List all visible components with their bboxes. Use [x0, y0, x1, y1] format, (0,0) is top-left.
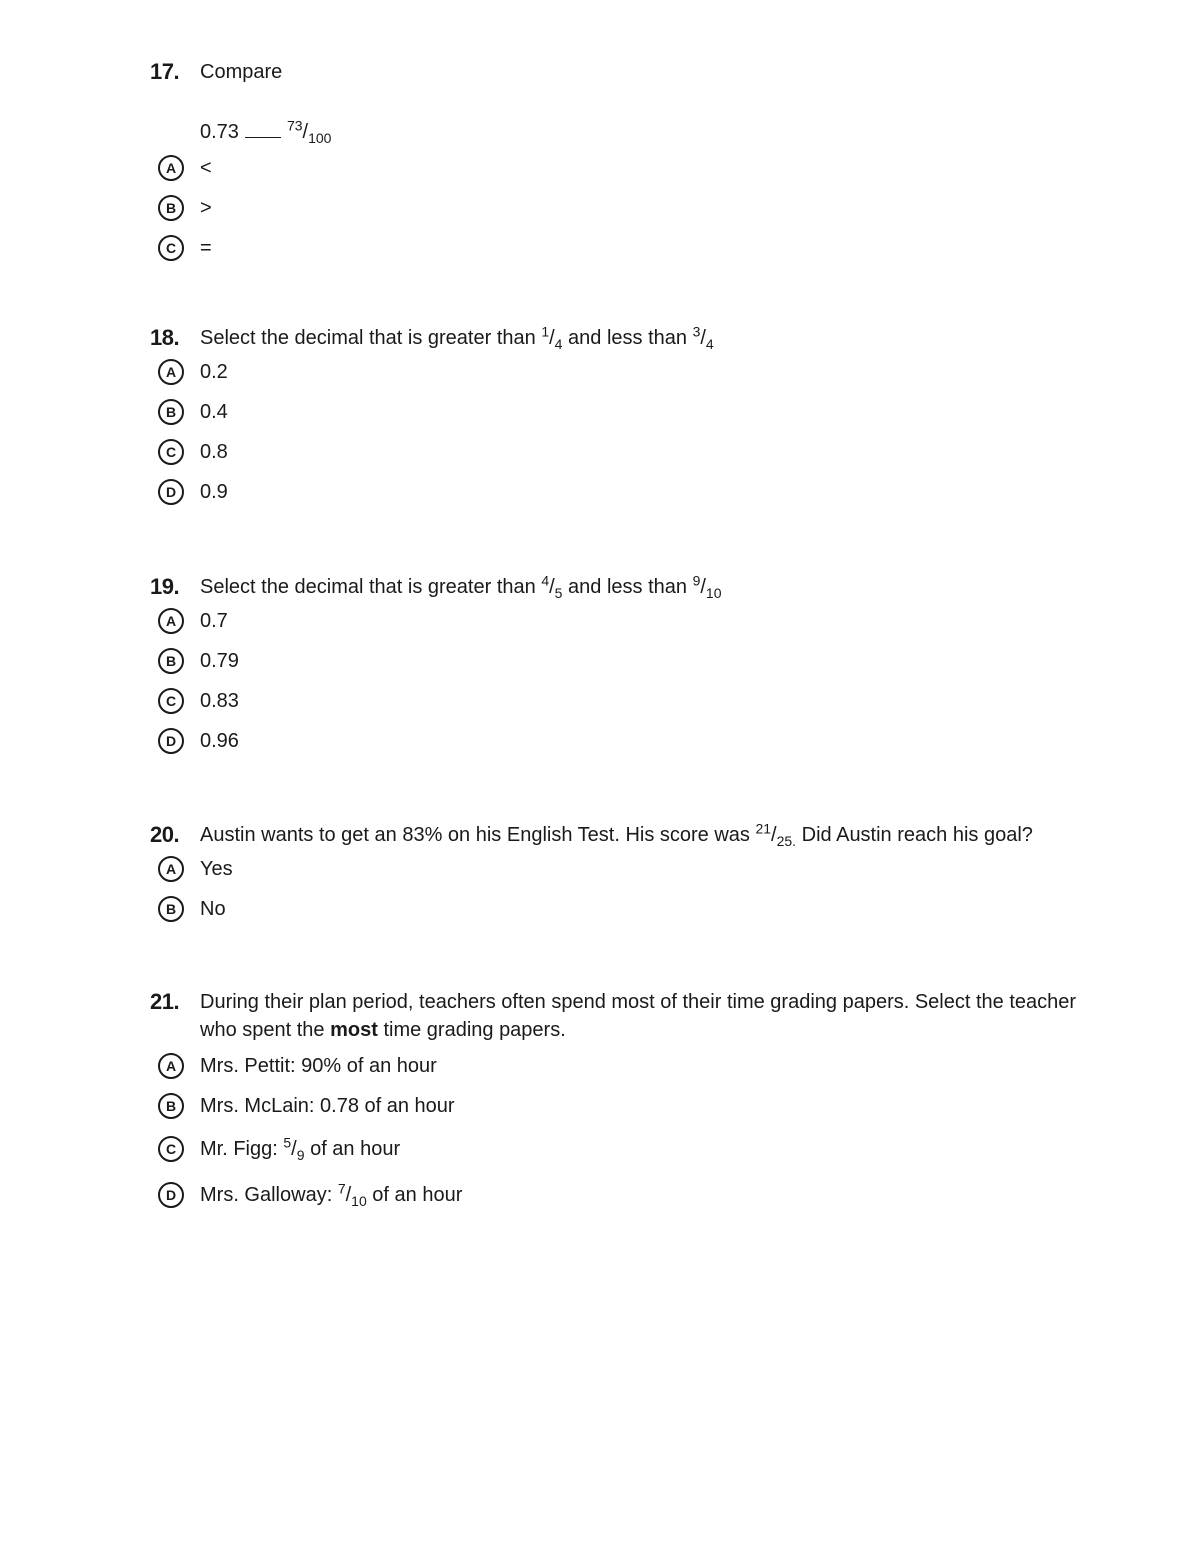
option-d[interactable] — [150, 721, 1110, 761]
fraction-denominator: 100 — [308, 130, 332, 146]
question-20 — [150, 821, 1110, 929]
answer-options — [150, 849, 1110, 929]
answer-bubble[interactable]: C — [158, 439, 184, 465]
option-text: 0.79 — [200, 650, 239, 672]
answer-bubble[interactable]: A — [158, 155, 184, 181]
option-a[interactable] — [150, 148, 1110, 188]
answer-bubble[interactable]: C — [158, 235, 184, 261]
option-text: Mrs. McLain: 0.78 of an hour — [200, 1095, 455, 1117]
question-header — [150, 988, 1110, 1044]
answer-bubble[interactable]: D — [158, 1182, 184, 1208]
fraction-denominator: 25. — [776, 833, 797, 849]
answer-bubble[interactable]: A — [158, 856, 184, 882]
fraction-numerator: 73 — [286, 117, 303, 134]
question-header — [150, 324, 1110, 352]
option-text: 0.83 — [200, 690, 239, 712]
option-text: Yes — [200, 858, 233, 880]
answer-options — [150, 352, 1110, 512]
option-text: Mr. Figg: $^5/_9$ of an hour — [200, 1134, 401, 1163]
fraction-denominator: 5 — [554, 585, 563, 601]
question-number: 20. — [150, 822, 180, 847]
fraction-denominator: 4 — [554, 336, 563, 352]
answer-bubble[interactable]: B — [158, 1093, 184, 1119]
question-number: 21. — [150, 989, 180, 1014]
fraction-denominator: 9 — [296, 1147, 305, 1163]
option-c[interactable] — [150, 228, 1110, 268]
fraction-denominator: 10 — [705, 585, 722, 601]
answer-bubble[interactable]: B — [158, 195, 184, 221]
answer-bubble[interactable]: A — [158, 1053, 184, 1079]
question-header — [150, 58, 1110, 86]
question-19 — [150, 573, 1110, 761]
question-number: 19. — [150, 574, 180, 599]
answer-options — [150, 601, 1110, 761]
question-17 — [150, 58, 1110, 268]
option-d[interactable] — [150, 472, 1110, 512]
option-b[interactable] — [150, 641, 1110, 681]
option-c[interactable] — [150, 432, 1110, 472]
answer-blank — [245, 137, 281, 138]
fraction-numerator: 1 — [541, 323, 550, 340]
option-text: 0.2 — [200, 361, 228, 383]
fraction-numerator: 9 — [692, 572, 701, 589]
option-text: 0.4 — [200, 401, 228, 423]
fraction-numerator: 21 — [755, 820, 772, 837]
comparison-expression: 0.73 $^{73}/_{100}$ — [200, 117, 332, 146]
question-header — [150, 573, 1110, 601]
option-b[interactable] — [150, 392, 1110, 432]
answer-bubble[interactable]: B — [158, 399, 184, 425]
option-text: 0.7 — [200, 610, 228, 632]
emphasis-word: most — [330, 1019, 378, 1041]
option-b[interactable] — [150, 188, 1110, 228]
option-text: 0.96 — [200, 730, 239, 752]
option-b[interactable] — [150, 889, 1110, 929]
fraction-numerator: 4 — [541, 572, 550, 589]
answer-bubble[interactable]: B — [158, 896, 184, 922]
option-text: 0.9 — [200, 481, 228, 503]
answer-bubble[interactable]: B — [158, 648, 184, 674]
option-text: Mrs. Pettit: 90% of an hour — [200, 1055, 437, 1077]
option-a[interactable] — [150, 352, 1110, 392]
fraction-numerator: 3 — [692, 323, 701, 340]
option-text: No — [200, 898, 226, 920]
option-text: 0.8 — [200, 441, 228, 463]
question-header — [150, 821, 1110, 849]
fraction-denominator: 4 — [705, 336, 714, 352]
question-text: During their plan period, teachers often spend most of their time grading papers. Select the teacher who spent the most time grading papers. — [200, 991, 1077, 1041]
answer-bubble[interactable]: C — [158, 688, 184, 714]
fraction-numerator: 7 — [337, 1180, 346, 1197]
answer-bubble[interactable]: A — [158, 608, 184, 634]
option-text: < — [200, 157, 212, 179]
question-number: 18. — [150, 325, 180, 350]
answer-bubble[interactable]: A — [158, 359, 184, 385]
option-a[interactable] — [150, 849, 1110, 889]
option-a[interactable] — [150, 601, 1110, 641]
question-text: Select the decimal that is greater than $^4/_5$ and less than $^9/_{10}$ — [200, 572, 722, 601]
option-c[interactable] — [150, 681, 1110, 721]
question-text: Compare — [200, 61, 283, 83]
question-21 — [150, 988, 1110, 1218]
option-text: Mrs. Galloway: $^7/_{10}$ of an hour — [200, 1180, 463, 1209]
answer-options — [150, 148, 1110, 268]
option-b[interactable] — [150, 1086, 1110, 1126]
option-text: > — [200, 197, 212, 219]
answer-bubble[interactable]: C — [158, 1136, 184, 1162]
answer-bubble[interactable]: D — [158, 728, 184, 754]
question-18 — [150, 324, 1110, 512]
option-a[interactable] — [150, 1046, 1110, 1086]
option-text: = — [200, 237, 212, 259]
fraction-numerator: 5 — [283, 1134, 292, 1151]
question-text: Austin wants to get an 83% on his English Test. His score was $^{21}/_{25.}$ Did Austin reach his goal? — [200, 820, 1033, 849]
option-c[interactable] — [150, 1126, 1110, 1172]
answer-options — [150, 1046, 1110, 1218]
expression-left: 0.73 — [200, 121, 239, 143]
question-number: 17. — [150, 59, 180, 84]
answer-bubble[interactable]: D — [158, 479, 184, 505]
option-d[interactable] — [150, 1172, 1110, 1218]
question-text: Select the decimal that is greater than $^1/_4$ and less than $^3/_4$ — [200, 323, 714, 352]
fraction-denominator: 10 — [351, 1193, 367, 1209]
